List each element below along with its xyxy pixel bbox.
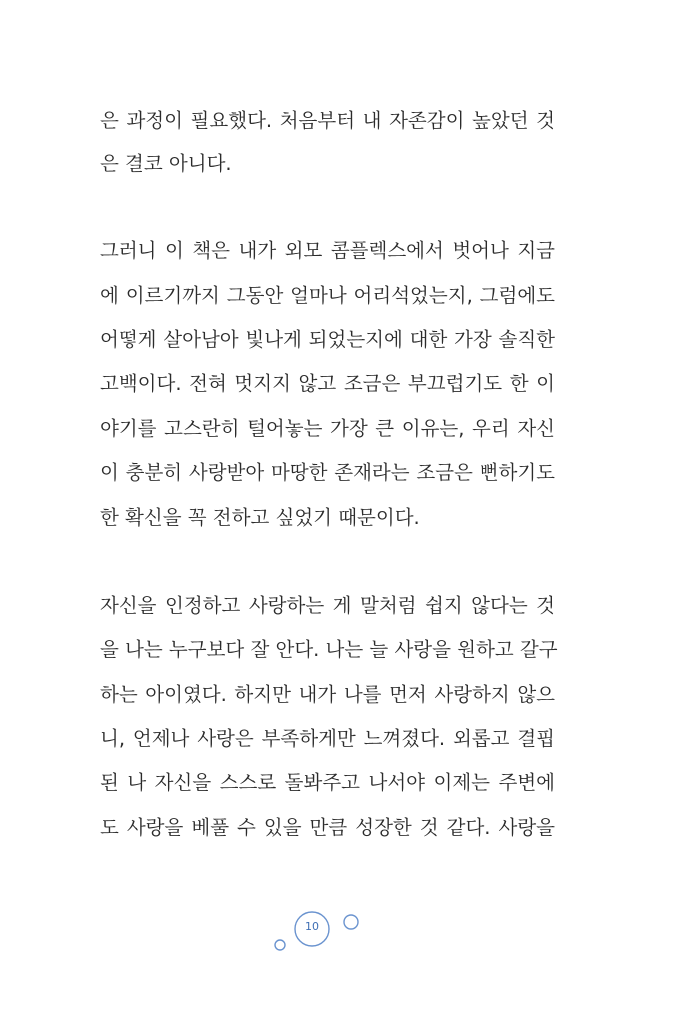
text-line: 야기를 고스란히 털어놓는 가장 큰 이유는, 우리 자신	[100, 417, 555, 440]
text-line: 에 이르기까지 그동안 얼마나 어리석었는지, 그럼에도	[100, 284, 555, 307]
text-line: 하는 아이였다. 하지만 내가 나를 먼저 사랑하지 않으	[100, 683, 555, 706]
page-number: 10	[305, 920, 319, 933]
text-line: 을 나는 누구보다 잘 안다. 나는 늘 사랑을 원하고 갈구	[100, 638, 558, 661]
text-line: 그러니 이 책은 내가 외모 콤플렉스에서 벗어나 지금	[100, 239, 555, 262]
text-line: 된 나 자신을 스스로 돌봐주고 나서야 이제는 주변에	[100, 771, 555, 794]
text-line: 한 확신을 꼭 전하고 싶었기 때문이다.	[100, 506, 420, 529]
text-line: 자신을 인정하고 사랑하는 게 말처럼 쉽지 않다는 것	[100, 594, 555, 617]
text-line: 어떻게 살아남아 빛나게 되었는지에 대한 가장 솔직한	[100, 328, 555, 351]
text-line: 이 충분히 사랑받아 마땅한 존재라는 조금은 뻔하기도	[100, 461, 555, 484]
text-line: 은 과정이 필요했다. 처음부터 내 자존감이 높았던 것	[100, 109, 555, 132]
text-line: 니, 언제나 사랑은 부족하게만 느껴졌다. 외롭고 결핍	[100, 727, 555, 750]
text-line: 은 결코 아니다.	[100, 152, 232, 175]
text-line: 도 사랑을 베풀 수 있을 만큼 성장한 것 같다. 사랑을	[100, 816, 555, 839]
text-line: 고백이다. 전혀 멋지지 않고 조금은 부끄럽기도 한 이	[100, 372, 555, 395]
page-number-badge	[270, 906, 370, 956]
